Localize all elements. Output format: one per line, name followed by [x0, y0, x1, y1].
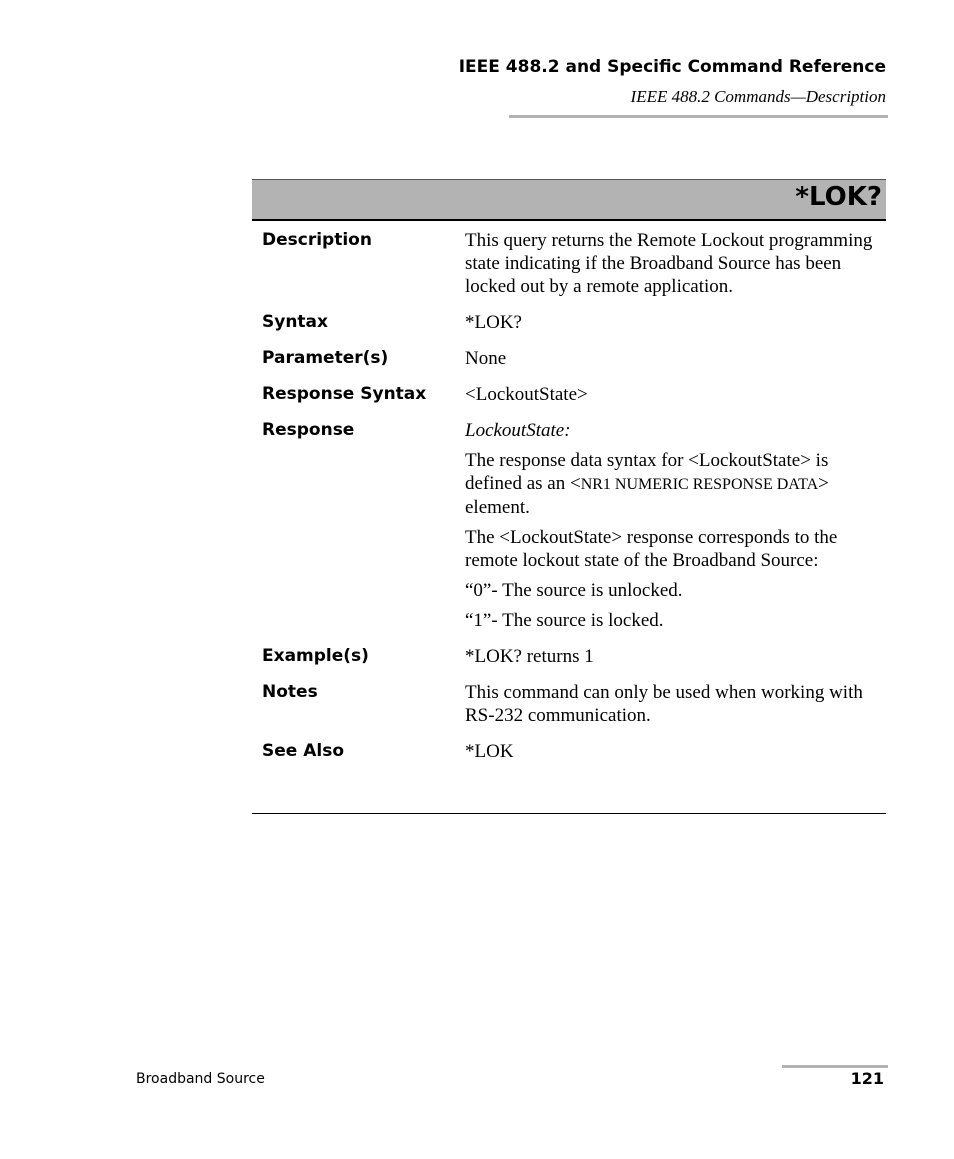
running-header-subtitle: IEEE 488.2 Commands—Description [630, 87, 886, 106]
table-bottom-rule [252, 813, 886, 814]
command-title: *LOK? [795, 182, 882, 212]
row-parameters [252, 347, 886, 370]
row-notes [252, 681, 886, 727]
label-parameters: Parameter(s) [262, 348, 389, 368]
running-header-title: IEEE 488.2 and Specific Command Reference [458, 57, 886, 77]
response-p1-smallcaps: NR1 NUMERIC RESPONSE DATA [580, 476, 819, 493]
response-paragraph-2: The <LockoutState> response corresponds to the remote lockout state of the Broadband Source: [465, 527, 838, 571]
row-syntax [252, 311, 886, 334]
response-syntax-text: <LockoutState> [465, 384, 588, 405]
notes-text: This command can only be used when working with RS-232 communication. [465, 682, 863, 726]
parameters-text: None [465, 348, 507, 369]
response-param-name: LockoutState: [465, 420, 571, 441]
header-rule [509, 115, 888, 118]
label-syntax: Syntax [262, 312, 328, 332]
examples-text: *LOK? returns 1 [465, 646, 594, 667]
row-response-syntax [252, 383, 886, 406]
value-examples [465, 645, 883, 668]
label-see-also: See Also [262, 741, 345, 761]
syntax-text: *LOK? [465, 312, 522, 333]
command-title-bar [252, 179, 886, 221]
response-p1-end: > element. [465, 473, 829, 518]
footer-product-name: Broadband Source [136, 1071, 265, 1087]
row-examples [252, 645, 886, 668]
value-response-syntax [465, 383, 883, 406]
value-see-also [465, 740, 883, 763]
value-description [465, 229, 883, 298]
label-description: Description [262, 230, 372, 250]
label-examples: Example(s) [262, 646, 369, 666]
response-p1-start: The response data syntax for <LockoutState> is defined as an < [465, 450, 829, 494]
response-paragraph-4: “1”- The source is locked. [465, 610, 664, 631]
value-parameters [465, 347, 883, 370]
label-response-syntax: Response Syntax [262, 384, 427, 404]
see-also-text: *LOK [465, 741, 514, 762]
response-paragraph-1 [465, 449, 883, 519]
row-response [252, 419, 886, 632]
row-description [252, 229, 886, 298]
command-table [252, 229, 886, 770]
label-notes: Notes [262, 682, 318, 702]
value-syntax [465, 311, 883, 334]
label-response: Response [262, 420, 355, 440]
value-notes [465, 681, 883, 727]
description-text: This query returns the Remote Lockout programming state indicating if the Broadband Source has been locked out by a remote application. [465, 230, 873, 297]
page-number: 121 [850, 1069, 884, 1088]
row-see-also [252, 740, 886, 763]
footer-rule [782, 1065, 888, 1068]
response-paragraph-3: “0”- The source is unlocked. [465, 580, 683, 601]
value-response [465, 419, 883, 632]
